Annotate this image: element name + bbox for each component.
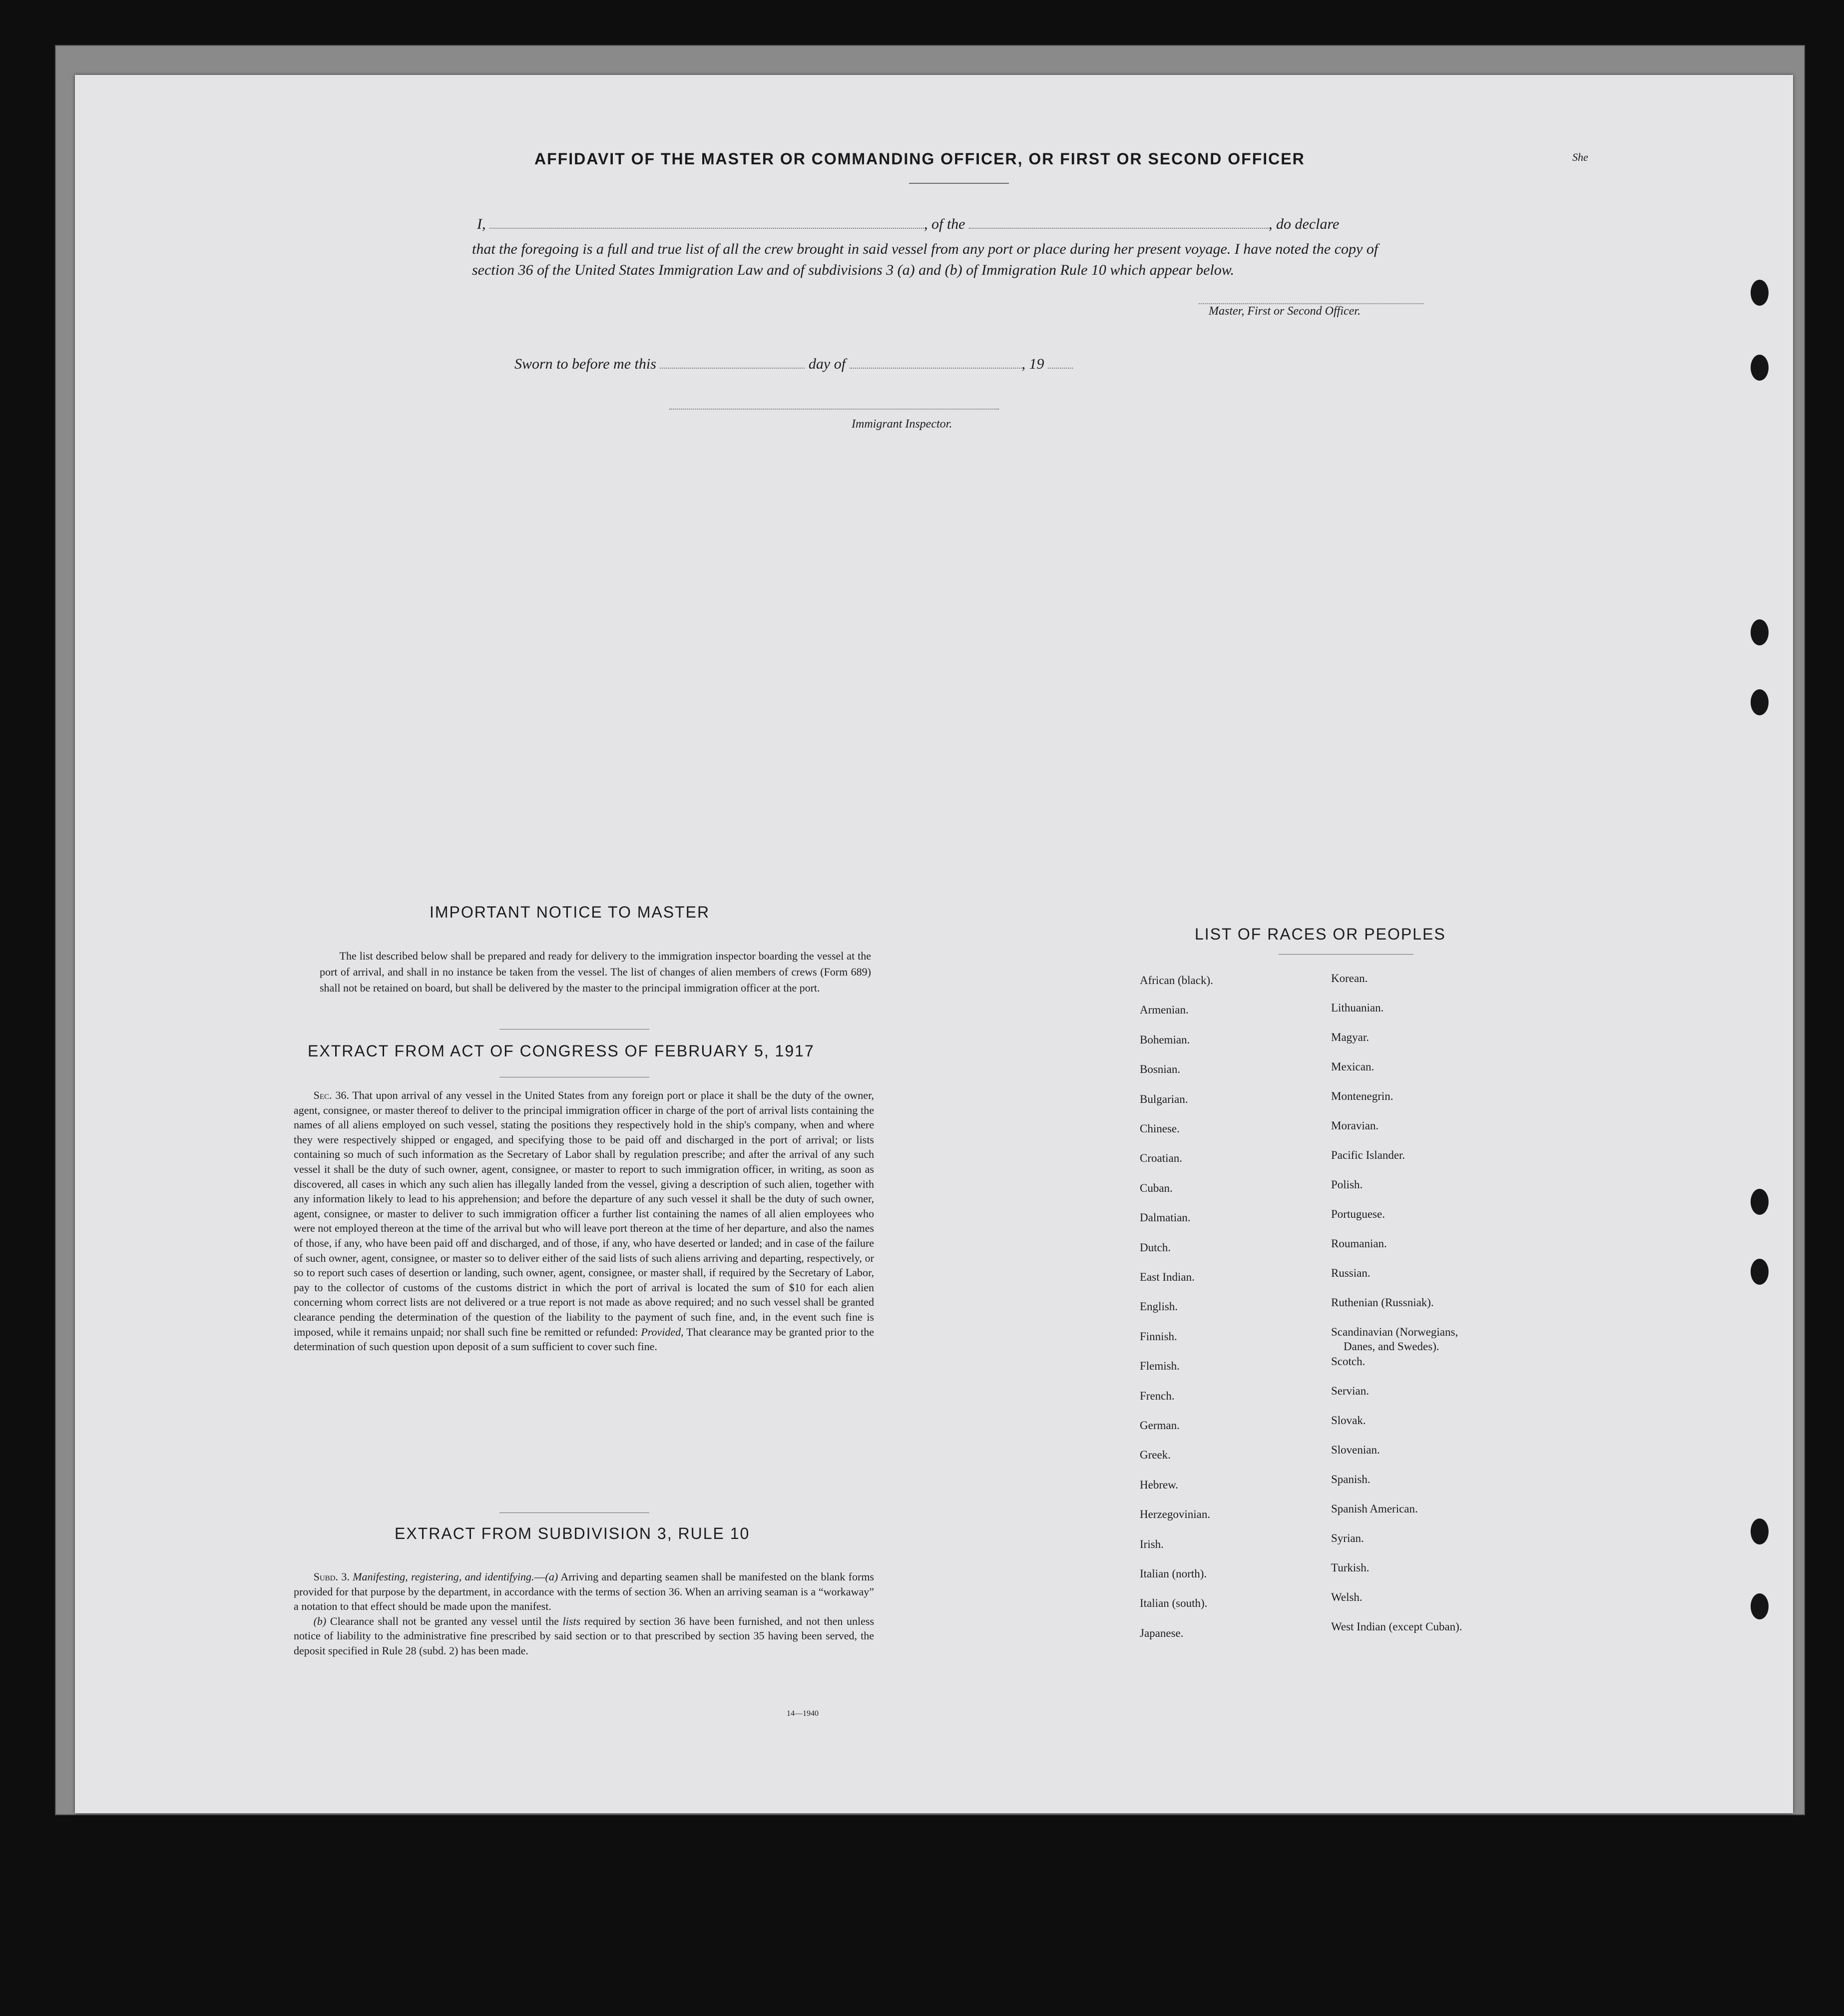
signature-caption: Master, First or Second Officer. xyxy=(1209,305,1361,318)
proviso-text: That clearance may be granted prior to the determination of such question upon deposit of a sum sufficient to cover such fine. xyxy=(294,1325,874,1353)
month-blank[interactable] xyxy=(850,368,1022,369)
race-item: Russian. xyxy=(1331,1267,1371,1279)
para-a-text: Arriving and departing seamen shall be manifested on the blank forms provided for that purpose by the department, in accordance with the terms of section 36. When an arriving seaman is a “workaway” a notation to that effect should be made upon the manifest. xyxy=(294,1570,874,1613)
race-item: Lithuanian. xyxy=(1331,1002,1384,1014)
race-item: French. xyxy=(1140,1389,1175,1402)
race-item: Portuguese. xyxy=(1331,1208,1385,1220)
binder-hole xyxy=(1751,1593,1769,1619)
day-blank[interactable] xyxy=(660,368,805,369)
race-item: Slovenian. xyxy=(1331,1444,1380,1456)
race-item: Irish. xyxy=(1140,1537,1164,1550)
year-blank[interactable] xyxy=(1048,368,1073,369)
race-item: Chinese. xyxy=(1140,1122,1180,1135)
race-item: Hebrew. xyxy=(1140,1478,1179,1491)
race-item: Cuban. xyxy=(1140,1181,1173,1194)
race-item: Roumanian. xyxy=(1331,1237,1387,1250)
race-item: Danes, and Swedes). xyxy=(1344,1340,1439,1353)
race-item: Greek. xyxy=(1140,1449,1171,1462)
race-item: Polish. xyxy=(1331,1178,1363,1191)
races-title: LIST OF RACES OR PEOPLES xyxy=(1195,925,1446,943)
race-item: West Indian (except Cuban). xyxy=(1331,1620,1462,1633)
race-item: Pacific Islander. xyxy=(1331,1149,1405,1161)
paragraph-a: Subd. 3. Manifesting, registering, and identifying.—(a) Arriving and departing seamen shall be manifested on the blank forms provided for that purpose by the department, in accordance with the terms of section 36. When an arriving seaman is a “workaway” a notation to that effect should be made upon the manifest. xyxy=(294,1570,874,1613)
race-item: Korean. xyxy=(1331,972,1368,985)
race-item: Finnish. xyxy=(1140,1330,1177,1343)
race-item: Spanish American. xyxy=(1331,1503,1418,1515)
sworn-prefix: Sworn to before me this xyxy=(514,356,656,372)
race-item: East Indian. xyxy=(1140,1271,1195,1283)
race-item: Scandinavian (Norwegians, xyxy=(1331,1326,1458,1338)
act-extract-body xyxy=(294,1088,874,1354)
race-item: Herzegovinian. xyxy=(1140,1508,1211,1521)
divider xyxy=(1279,954,1413,955)
race-item: Bohemian. xyxy=(1140,1033,1190,1046)
subd-heading: Manifesting, registering, and identifying. xyxy=(353,1570,534,1583)
binder-hole xyxy=(1751,355,1769,381)
subd-label: Subd. 3. xyxy=(313,1570,350,1583)
race-item: Mexican. xyxy=(1331,1060,1375,1073)
rule-extract-title: EXTRACT FROM SUBDIVISION 3, RULE 10 xyxy=(395,1524,750,1542)
name-blank[interactable] xyxy=(489,228,924,229)
race-item: Croatian. xyxy=(1140,1152,1182,1165)
race-item: Japanese. xyxy=(1140,1626,1184,1639)
race-item: Armenian. xyxy=(1140,1004,1189,1016)
para-b-label: (b) xyxy=(313,1614,327,1627)
affidavit-declaration-line xyxy=(477,216,1339,233)
act-extract-title: EXTRACT FROM ACT OF CONGRESS OF FEBRUARY 5, 1917 xyxy=(308,1042,815,1060)
para-a-label: (a) xyxy=(545,1570,558,1583)
notice-title: IMPORTANT NOTICE TO MASTER xyxy=(430,903,710,921)
race-item: Syrian. xyxy=(1331,1532,1364,1544)
paragraph-b xyxy=(294,1614,874,1658)
affidavit-title: AFFIDAVIT OF THE MASTER OR COMMANDING OFFICER, OR FIRST OR SECOND OFFICER xyxy=(534,150,1305,168)
race-item: African (black). xyxy=(1140,974,1213,987)
race-item: Dutch. xyxy=(1140,1241,1171,1254)
binder-hole xyxy=(1751,1259,1769,1285)
sworn-year: , 19 xyxy=(1021,356,1044,372)
race-item: Bulgarian. xyxy=(1140,1092,1188,1105)
race-item: Scotch. xyxy=(1331,1355,1366,1368)
para-b-lists: lists xyxy=(562,1614,581,1627)
race-item: Bosnian. xyxy=(1140,1063,1181,1076)
binder-hole xyxy=(1751,619,1769,645)
affidavit-i: I, xyxy=(477,216,486,232)
title-divider xyxy=(909,183,1009,184)
race-item: Montenegrin. xyxy=(1331,1090,1393,1102)
race-item: Spanish. xyxy=(1331,1473,1371,1486)
race-item: Turkish. xyxy=(1331,1561,1370,1574)
sheet-mark: She xyxy=(1572,151,1588,163)
form-code: 14—1940 xyxy=(787,1709,819,1718)
section-label: Sec. 36. xyxy=(313,1089,349,1101)
vessel-blank[interactable] xyxy=(969,228,1269,229)
section-text: That upon arrival of any vessel in the United States from any foreign port or place it shall be the duty of the owner, agent, consignee, or master thereof to deliver to the principal immigration officer in charge of the port of arrival lists containing the names of all aliens employed on such vessel, stating the positions they respectively hold in the ship's company, when and where they were respectively shipped or engaged, and specifying those to be paid off and discharged in the port of arrival; or lists containing so much of such information as the Secretary of Labor shall by regulation prescribe; and after the arrival of any such vessel it shall be the duty of such owner, agent, consignee, or master to report to such immigration officer, in writing, as soon as discovered, all cases in which any such alien has illegally landed from the vessel, giving a description of such alien, together with any information likely to lead to his apprehension; and before the departure of any such vessel it shall be the duty of such owner, agent, consignee, or master to deliver to such immigration officer a further list containing the names of all alien employees who were not employed thereon at the time of the arrival but who will leave port thereon at the time of her departure, and also the names of those, if any, who have been paid off and discharged, and of those, if any, who have deserted or landed; and in case of the failure of such owner, agent, consignee, or master so to deliver either of the said lists of such aliens arriving and departing, respectively, or so to report such cases of desertion or landing, such owner, agent, consignee, or master shall, if required by the Secretary of Labor, pay to the collector of customs of the customs district in which the port of arrival is located the sum of $10 for each alien concerning whom correct lists are not delivered or a true report is not made as above required; and no such vessel shall be granted clearance pending the determination of the question of the liability to the payment of such fine, and, in the event such fine is imposed, while it remains unpaid; nor shall such fine be remitted or refunded: xyxy=(294,1089,875,1338)
binder-hole xyxy=(1751,689,1769,715)
race-item: Moravian. xyxy=(1331,1119,1379,1132)
race-item: Italian (south). xyxy=(1140,1597,1208,1610)
race-item: Flemish. xyxy=(1140,1360,1180,1373)
proviso-label: Provided, xyxy=(641,1325,684,1338)
signature-line[interactable] xyxy=(1199,303,1423,304)
binder-hole xyxy=(1751,280,1769,306)
race-item: Italian (north). xyxy=(1140,1567,1207,1580)
divider xyxy=(499,1512,649,1513)
race-item: Ruthenian (Russniak). xyxy=(1331,1296,1434,1309)
race-item: German. xyxy=(1140,1419,1180,1432)
race-item: Magyar. xyxy=(1331,1031,1370,1043)
notice-body: The list described below shall be prepared and ready for delivery to the immigration inspector boarding the vessel at the port of arrival, and shall in no instance be taken from the vessel. The list of changes of alien members of crews (Form 689) shall not be retained on board, but shall be delivered by the master to the principal immigration officer at the port. xyxy=(320,950,871,994)
race-item: English. xyxy=(1140,1300,1178,1313)
binder-hole xyxy=(1751,1189,1769,1215)
rule-extract-body xyxy=(294,1569,874,1658)
inspector-caption: Immigrant Inspector. xyxy=(852,418,952,431)
race-item: Dalmatian. xyxy=(1140,1211,1191,1224)
para-b-pre: Clearance shall not be granted any vessel until the xyxy=(330,1614,559,1627)
race-item: Servian. xyxy=(1331,1385,1370,1397)
document-page xyxy=(75,75,1793,1813)
affidavit-do-declare: , do declare xyxy=(1269,216,1340,232)
para-b-post: required by section 36 have been furnished, and not then unless notice of liability to the administrative fine prescribed by said section or to that prescribed by section 35 having been served, the deposit specified in Rule 28 (subd. 2) has been made. xyxy=(294,1614,875,1657)
binder-hole xyxy=(1751,1518,1769,1544)
race-item: Slovak. xyxy=(1331,1414,1366,1427)
sworn-day-of: day of xyxy=(808,356,846,372)
affidavit-of-the: , of the xyxy=(924,216,965,232)
race-item: Welsh. xyxy=(1331,1591,1363,1603)
affidavit-body: that the foregoing is a full and true list of all the crew brought in said vessel from any port or place during her present voyage. I have noted the copy of section 36 of the United States Immigration Law and of subdivisions 3 (a) and (b) of Immigration Rule 10 which appear below. xyxy=(472,241,1379,278)
sworn-line xyxy=(514,356,1073,373)
inspector-signature-line[interactable] xyxy=(669,409,999,410)
